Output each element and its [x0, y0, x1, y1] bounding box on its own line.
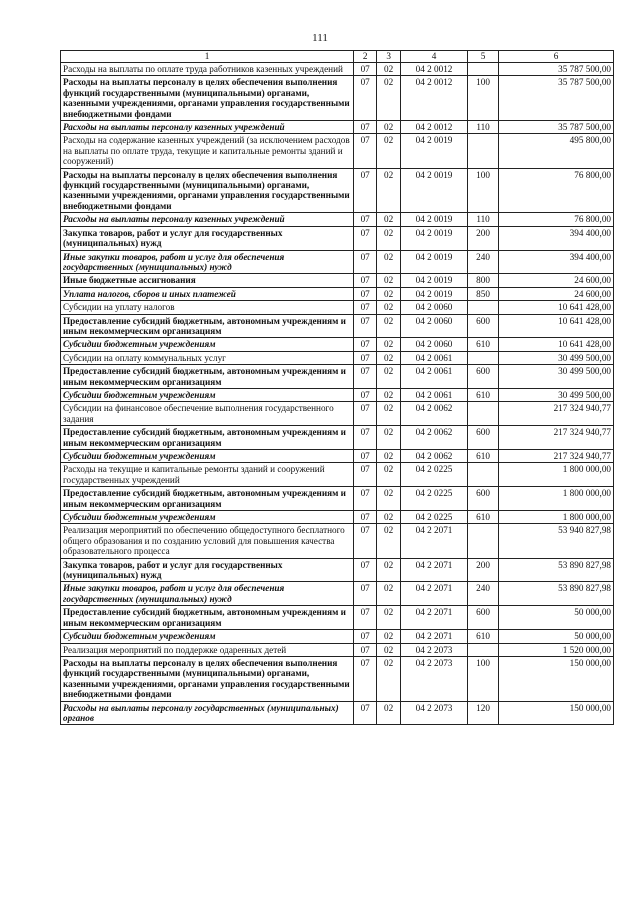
target-article-cell: 04 2 2073: [401, 701, 468, 725]
subsection-code-cell: 02: [377, 314, 401, 338]
target-article-cell: 04 2 2073: [401, 643, 468, 656]
table-row: [61, 287, 614, 300]
table-row: [61, 76, 614, 121]
table-row: [61, 511, 614, 524]
amount-cell: 10 641 428,00: [499, 301, 614, 314]
section-code-cell: 07: [354, 487, 377, 511]
row-name-cell: Расходы на выплаты персоналу казенных учреждений: [61, 213, 354, 226]
target-article-cell: 04 2 2071: [401, 606, 468, 630]
expense-type-cell: [467, 524, 498, 558]
target-article-cell: 04 2 0019: [401, 287, 468, 300]
subsection-code-cell: 02: [377, 134, 401, 168]
expense-type-cell: 600: [467, 426, 498, 450]
section-code-cell: 07: [354, 524, 377, 558]
section-code-cell: 07: [354, 301, 377, 314]
amount-cell: 50 000,00: [499, 606, 614, 630]
amount-cell: 217 324 940,77: [499, 426, 614, 450]
amount-cell: 35 787 500,00: [499, 76, 614, 121]
table-row: [61, 338, 614, 351]
subsection-code-cell: 02: [377, 643, 401, 656]
target-article-cell: 04 2 2073: [401, 656, 468, 701]
expense-type-cell: 600: [467, 606, 498, 630]
amount-cell: 24 600,00: [499, 287, 614, 300]
amount-cell: 35 787 500,00: [499, 63, 614, 76]
amount-cell: 10 641 428,00: [499, 314, 614, 338]
table-row: [61, 121, 614, 134]
amount-cell: 10 641 428,00: [499, 338, 614, 351]
row-name-cell: Субсидии на оплату коммунальных услуг: [61, 351, 354, 364]
header-row: [61, 51, 614, 63]
section-code-cell: 07: [354, 63, 377, 76]
section-code-cell: 07: [354, 134, 377, 168]
amount-cell: 1 520 000,00: [499, 643, 614, 656]
row-name-cell: Субсидии на уплату налогов: [61, 301, 354, 314]
row-name-cell: Реализация мероприятий по обеспечению общедоступного бесплатного общего образования и по созданию условий для повышения качества образовательного процесса: [61, 524, 354, 558]
table-row: [61, 426, 614, 450]
table-row: [61, 524, 614, 558]
table-row: [61, 274, 614, 287]
subsection-code-cell: 02: [377, 365, 401, 389]
subsection-code-cell: 02: [377, 656, 401, 701]
target-article-cell: 04 2 0061: [401, 365, 468, 389]
section-code-cell: 07: [354, 643, 377, 656]
amount-cell: 394 400,00: [499, 250, 614, 274]
table-row: [61, 606, 614, 630]
subsection-code-cell: 02: [377, 606, 401, 630]
target-article-cell: 04 2 0019: [401, 250, 468, 274]
table-row: [61, 701, 614, 725]
section-code-cell: 07: [354, 213, 377, 226]
row-name-cell: Субсидии бюджетным учреждениям: [61, 511, 354, 524]
row-name-cell: Субсидии бюджетным учреждениям: [61, 338, 354, 351]
amount-cell: 53 890 827,98: [499, 558, 614, 582]
target-article-cell: 04 2 0062: [401, 426, 468, 450]
header-cell: 4: [401, 51, 468, 63]
target-article-cell: 04 2 0060: [401, 314, 468, 338]
expense-type-cell: 850: [467, 287, 498, 300]
row-name-cell: Расходы на выплаты персоналу в целях обеспечения выполнения функций государственными (муниципальными) органами, казенными учреждениями, органами управления государственными внебюджетными фондами: [61, 168, 354, 213]
amount-cell: 30 499 500,00: [499, 351, 614, 364]
expense-type-cell: [467, 351, 498, 364]
target-article-cell: 04 2 0060: [401, 338, 468, 351]
subsection-code-cell: 02: [377, 287, 401, 300]
row-name-cell: Субсидии на финансовое обеспечение выполнения государственного задания: [61, 402, 354, 426]
section-code-cell: 07: [354, 287, 377, 300]
table-row: [61, 314, 614, 338]
subsection-code-cell: 02: [377, 121, 401, 134]
expense-type-cell: 610: [467, 450, 498, 463]
amount-cell: 76 800,00: [499, 213, 614, 226]
expense-type-cell: 100: [467, 656, 498, 701]
amount-cell: 30 499 500,00: [499, 365, 614, 389]
row-name-cell: Закупка товаров, работ и услуг для государственных (муниципальных) нужд: [61, 558, 354, 582]
subsection-code-cell: 02: [377, 511, 401, 524]
row-name-cell: Субсидии бюджетным учреждениям: [61, 450, 354, 463]
section-code-cell: 07: [354, 426, 377, 450]
row-name-cell: Расходы на содержание казенных учреждений (за исключением расходов на выплаты по оплате труда, текущие и капитальные ремонты зданий и сооружений): [61, 134, 354, 168]
header-cell: 5: [467, 51, 498, 63]
subsection-code-cell: 02: [377, 301, 401, 314]
section-code-cell: 07: [354, 388, 377, 401]
section-code-cell: 07: [354, 511, 377, 524]
subsection-code-cell: 02: [377, 274, 401, 287]
section-code-cell: 07: [354, 656, 377, 701]
row-name-cell: Субсидии бюджетным учреждениям: [61, 630, 354, 643]
subsection-code-cell: 02: [377, 338, 401, 351]
section-code-cell: 07: [354, 701, 377, 725]
table-row: [61, 558, 614, 582]
subsection-code-cell: 02: [377, 388, 401, 401]
amount-cell: 394 400,00: [499, 226, 614, 250]
expense-type-cell: 610: [467, 338, 498, 351]
table-row: [61, 582, 614, 606]
table-row: [61, 213, 614, 226]
table-row: [61, 250, 614, 274]
subsection-code-cell: 02: [377, 426, 401, 450]
subsection-code-cell: 02: [377, 450, 401, 463]
section-code-cell: 07: [354, 226, 377, 250]
amount-cell: 53 940 827,98: [499, 524, 614, 558]
expense-type-cell: 200: [467, 226, 498, 250]
section-code-cell: 07: [354, 606, 377, 630]
budget-table: [60, 50, 614, 725]
table-row: [61, 450, 614, 463]
table-row: [61, 388, 614, 401]
row-name-cell: Расходы на выплаты персоналу государственных (муниципальных) органов: [61, 701, 354, 725]
table-row: [61, 301, 614, 314]
target-article-cell: 04 2 0019: [401, 213, 468, 226]
section-code-cell: 07: [354, 351, 377, 364]
subsection-code-cell: 02: [377, 351, 401, 364]
header-cell: 1: [61, 51, 354, 63]
amount-cell: 35 787 500,00: [499, 121, 614, 134]
subsection-code-cell: 02: [377, 463, 401, 487]
expense-type-cell: [467, 301, 498, 314]
subsection-code-cell: 02: [377, 250, 401, 274]
section-code-cell: 07: [354, 582, 377, 606]
target-article-cell: 04 2 0225: [401, 487, 468, 511]
target-article-cell: 04 2 2071: [401, 524, 468, 558]
subsection-code-cell: 02: [377, 701, 401, 725]
row-name-cell: Предоставление субсидий бюджетным, автономным учреждениям и иным некоммерческим организациям: [61, 487, 354, 511]
row-name-cell: Предоставление субсидий бюджетным, автономным учреждениям и иным некоммерческим организациям: [61, 365, 354, 389]
header-cell: 2: [354, 51, 377, 63]
expense-type-cell: 110: [467, 213, 498, 226]
target-article-cell: 04 2 0061: [401, 388, 468, 401]
target-article-cell: 04 2 0019: [401, 134, 468, 168]
table-row: [61, 656, 614, 701]
table-row: [61, 63, 614, 76]
amount-cell: 150 000,00: [499, 656, 614, 701]
target-article-cell: 04 2 0062: [401, 450, 468, 463]
amount-cell: 76 800,00: [499, 168, 614, 213]
expense-type-cell: [467, 63, 498, 76]
table-row: [61, 463, 614, 487]
section-code-cell: 07: [354, 314, 377, 338]
section-code-cell: 07: [354, 168, 377, 213]
section-code-cell: 07: [354, 630, 377, 643]
row-name-cell: Предоставление субсидий бюджетным, автономным учреждениям и иным некоммерческим организациям: [61, 426, 354, 450]
target-article-cell: 04 2 2071: [401, 558, 468, 582]
expense-type-cell: 610: [467, 511, 498, 524]
row-name-cell: Предоставление субсидий бюджетным, автономным учреждениям и иным некоммерческим организациям: [61, 606, 354, 630]
amount-cell: 50 000,00: [499, 630, 614, 643]
table-row: [61, 351, 614, 364]
target-article-cell: 04 2 0019: [401, 168, 468, 213]
section-code-cell: 07: [354, 338, 377, 351]
target-article-cell: 04 2 0061: [401, 351, 468, 364]
section-code-cell: 07: [354, 463, 377, 487]
target-article-cell: 04 2 2071: [401, 582, 468, 606]
section-code-cell: 07: [354, 365, 377, 389]
expense-type-cell: [467, 643, 498, 656]
amount-cell: 1 800 000,00: [499, 511, 614, 524]
table-row: [61, 168, 614, 213]
row-name-cell: Предоставление субсидий бюджетным, автономным учреждениям и иным некоммерческим организациям: [61, 314, 354, 338]
table-row: [61, 487, 614, 511]
amount-cell: 1 800 000,00: [499, 487, 614, 511]
subsection-code-cell: 02: [377, 524, 401, 558]
expense-type-cell: [467, 463, 498, 487]
subsection-code-cell: 02: [377, 168, 401, 213]
target-article-cell: 04 2 0012: [401, 121, 468, 134]
expense-type-cell: 600: [467, 487, 498, 511]
row-name-cell: Иные бюджетные ассигнования: [61, 274, 354, 287]
amount-cell: 24 600,00: [499, 274, 614, 287]
amount-cell: 30 499 500,00: [499, 388, 614, 401]
table-row: [61, 402, 614, 426]
section-code-cell: 07: [354, 274, 377, 287]
header-cell: 3: [377, 51, 401, 63]
amount-cell: 217 324 940,77: [499, 402, 614, 426]
expense-type-cell: 600: [467, 314, 498, 338]
amount-cell: 53 890 827,98: [499, 582, 614, 606]
section-code-cell: 07: [354, 121, 377, 134]
table-row: [61, 643, 614, 656]
row-name-cell: Расходы на выплаты персоналу в целях обеспечения выполнения функций государственными (муниципальными) органами, казенными учреждениями, органами управления государственными внебюджетными фондами: [61, 656, 354, 701]
header-cell: 6: [499, 51, 614, 63]
row-name-cell: Уплата налогов, сборов и иных платежей: [61, 287, 354, 300]
amount-cell: 150 000,00: [499, 701, 614, 725]
section-code-cell: 07: [354, 450, 377, 463]
subsection-code-cell: 02: [377, 63, 401, 76]
section-code-cell: 07: [354, 250, 377, 274]
expense-type-cell: 200: [467, 558, 498, 582]
expense-type-cell: 240: [467, 582, 498, 606]
subsection-code-cell: 02: [377, 582, 401, 606]
expense-type-cell: 240: [467, 250, 498, 274]
target-article-cell: 04 2 0225: [401, 511, 468, 524]
target-article-cell: 04 2 0225: [401, 463, 468, 487]
target-article-cell: 04 2 0012: [401, 76, 468, 121]
expense-type-cell: 610: [467, 388, 498, 401]
subsection-code-cell: 02: [377, 213, 401, 226]
target-article-cell: 04 2 2071: [401, 630, 468, 643]
section-code-cell: 07: [354, 558, 377, 582]
row-name-cell: Иные закупки товаров, работ и услуг для обеспечения государственных (муниципальных) нужд: [61, 250, 354, 274]
subsection-code-cell: 02: [377, 558, 401, 582]
expense-type-cell: 100: [467, 168, 498, 213]
table-row: [61, 630, 614, 643]
amount-cell: 495 800,00: [499, 134, 614, 168]
row-name-cell: Иные закупки товаров, работ и услуг для обеспечения государственных (муниципальных) нужд: [61, 582, 354, 606]
expense-type-cell: 100: [467, 76, 498, 121]
table-row: [61, 134, 614, 168]
expense-type-cell: 610: [467, 630, 498, 643]
subsection-code-cell: 02: [377, 402, 401, 426]
target-article-cell: 04 2 0019: [401, 226, 468, 250]
expense-type-cell: 800: [467, 274, 498, 287]
subsection-code-cell: 02: [377, 226, 401, 250]
row-name-cell: Закупка товаров, работ и услуг для государственных (муниципальных) нужд: [61, 226, 354, 250]
row-name-cell: Расходы на выплаты по оплате труда работников казенных учреждений: [61, 63, 354, 76]
subsection-code-cell: 02: [377, 76, 401, 121]
page-number: 111: [312, 32, 328, 44]
amount-cell: 1 800 000,00: [499, 463, 614, 487]
row-name-cell: Расходы на выплаты персоналу в целях обеспечения выполнения функций государственными (муниципальными) органами, казенными учреждениями, органами управления государственными внебюджетными фондами: [61, 76, 354, 121]
row-name-cell: Расходы на выплаты персоналу казенных учреждений: [61, 121, 354, 134]
table-row: [61, 365, 614, 389]
target-article-cell: 04 2 0019: [401, 274, 468, 287]
expense-type-cell: [467, 134, 498, 168]
target-article-cell: 04 2 0062: [401, 402, 468, 426]
expense-type-cell: 110: [467, 121, 498, 134]
target-article-cell: 04 2 0060: [401, 301, 468, 314]
expense-type-cell: [467, 402, 498, 426]
subsection-code-cell: 02: [377, 487, 401, 511]
expense-type-cell: 120: [467, 701, 498, 725]
expense-type-cell: 600: [467, 365, 498, 389]
section-code-cell: 07: [354, 76, 377, 121]
amount-cell: 217 324 940,77: [499, 450, 614, 463]
row-name-cell: Реализация мероприятий по поддержке одаренных детей: [61, 643, 354, 656]
row-name-cell: Субсидии бюджетным учреждениям: [61, 388, 354, 401]
section-code-cell: 07: [354, 402, 377, 426]
row-name-cell: Расходы на текущие и капитальные ремонты зданий и сооружений государственных учреждений: [61, 463, 354, 487]
target-article-cell: 04 2 0012: [401, 63, 468, 76]
table-row: [61, 226, 614, 250]
subsection-code-cell: 02: [377, 630, 401, 643]
